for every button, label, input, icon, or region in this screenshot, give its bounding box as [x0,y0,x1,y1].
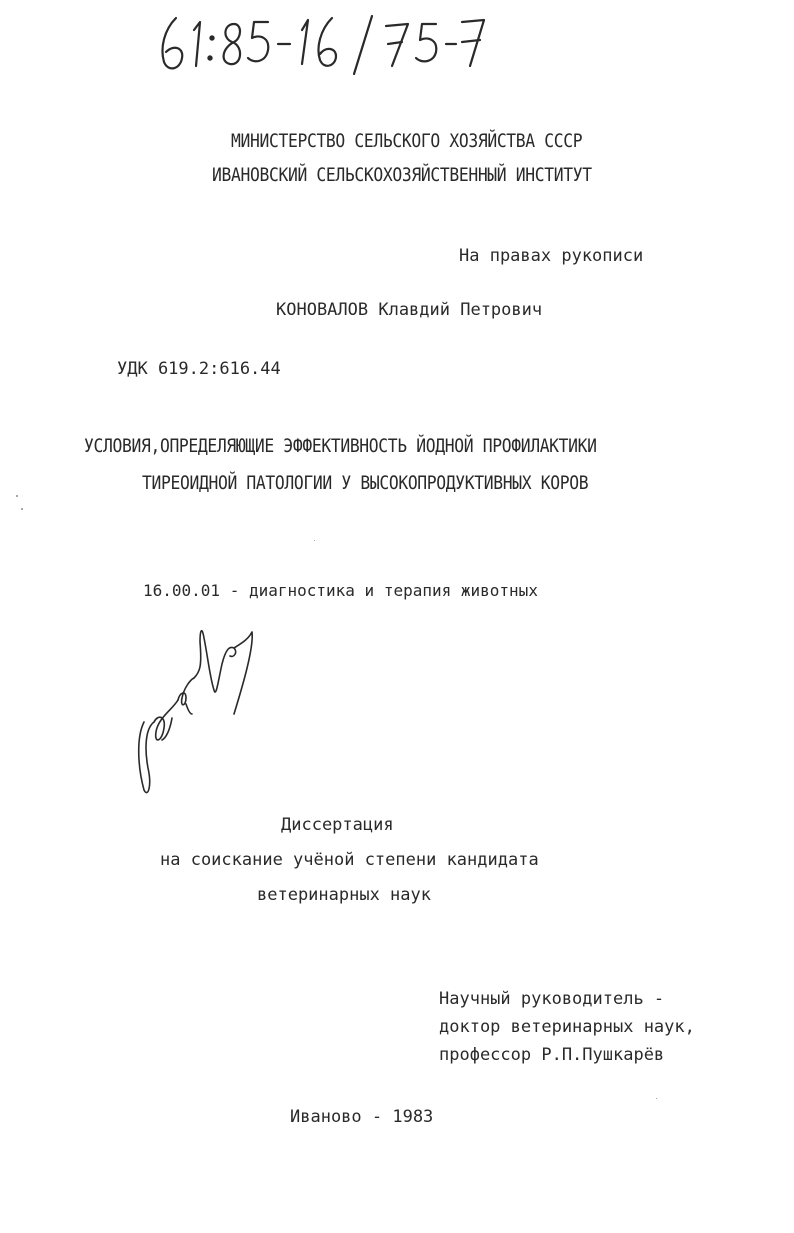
supervisor-name: профессор Р.П.Пушкарёв [439,1045,665,1065]
handwritten-signature [130,618,270,798]
dissertation-label: Диссертация [281,815,394,835]
scan-speck [314,540,315,541]
scan-speck [656,1098,657,1099]
place-and-year: Иваново - 1983 [290,1107,434,1127]
udc-code: УДК 619.2:616.44 [117,359,281,379]
scan-speck [16,495,18,497]
handwritten-archive-number [150,8,490,78]
supervisor-degree: доктор ветеринарных наук, [439,1017,695,1037]
scan-speck [21,508,23,510]
degree-line: на соискание учёной степени кандидата [160,850,539,870]
institute-heading: ИВАНОВСКИЙ СЕЛЬСКОХОЗЯЙСТВЕННЫЙ ИНСТИТУТ [212,164,592,186]
ministry-heading: МИНИСТЕРСТВО СЕЛЬСКОГО ХОЗЯЙСТВА СССР [231,130,583,152]
dissertation-title-line-1: УСЛОВИЯ,ОПРЕДЕЛЯЮЩИЕ ЭФФЕКТИВНОСТЬ ЙОДНОЙ ПРОФИЛАКТИКИ [84,435,597,457]
specialty-code: 16.00.01 - диагностика и терапия животных [143,581,538,600]
author-name: КОНОВАЛОВ Клавдий Петрович [276,300,543,320]
supervisor-label: Научный руководитель - [439,989,665,1009]
manuscript-rights-note: На правах рукописи [459,246,644,266]
field-line: ветеринарных наук [257,885,431,905]
dissertation-title-line-2: ТИРЕОИДНОЙ ПАТОЛОГИИ У ВЫСОКОПРОДУКТИВНЫХ КОРОВ [142,472,589,494]
